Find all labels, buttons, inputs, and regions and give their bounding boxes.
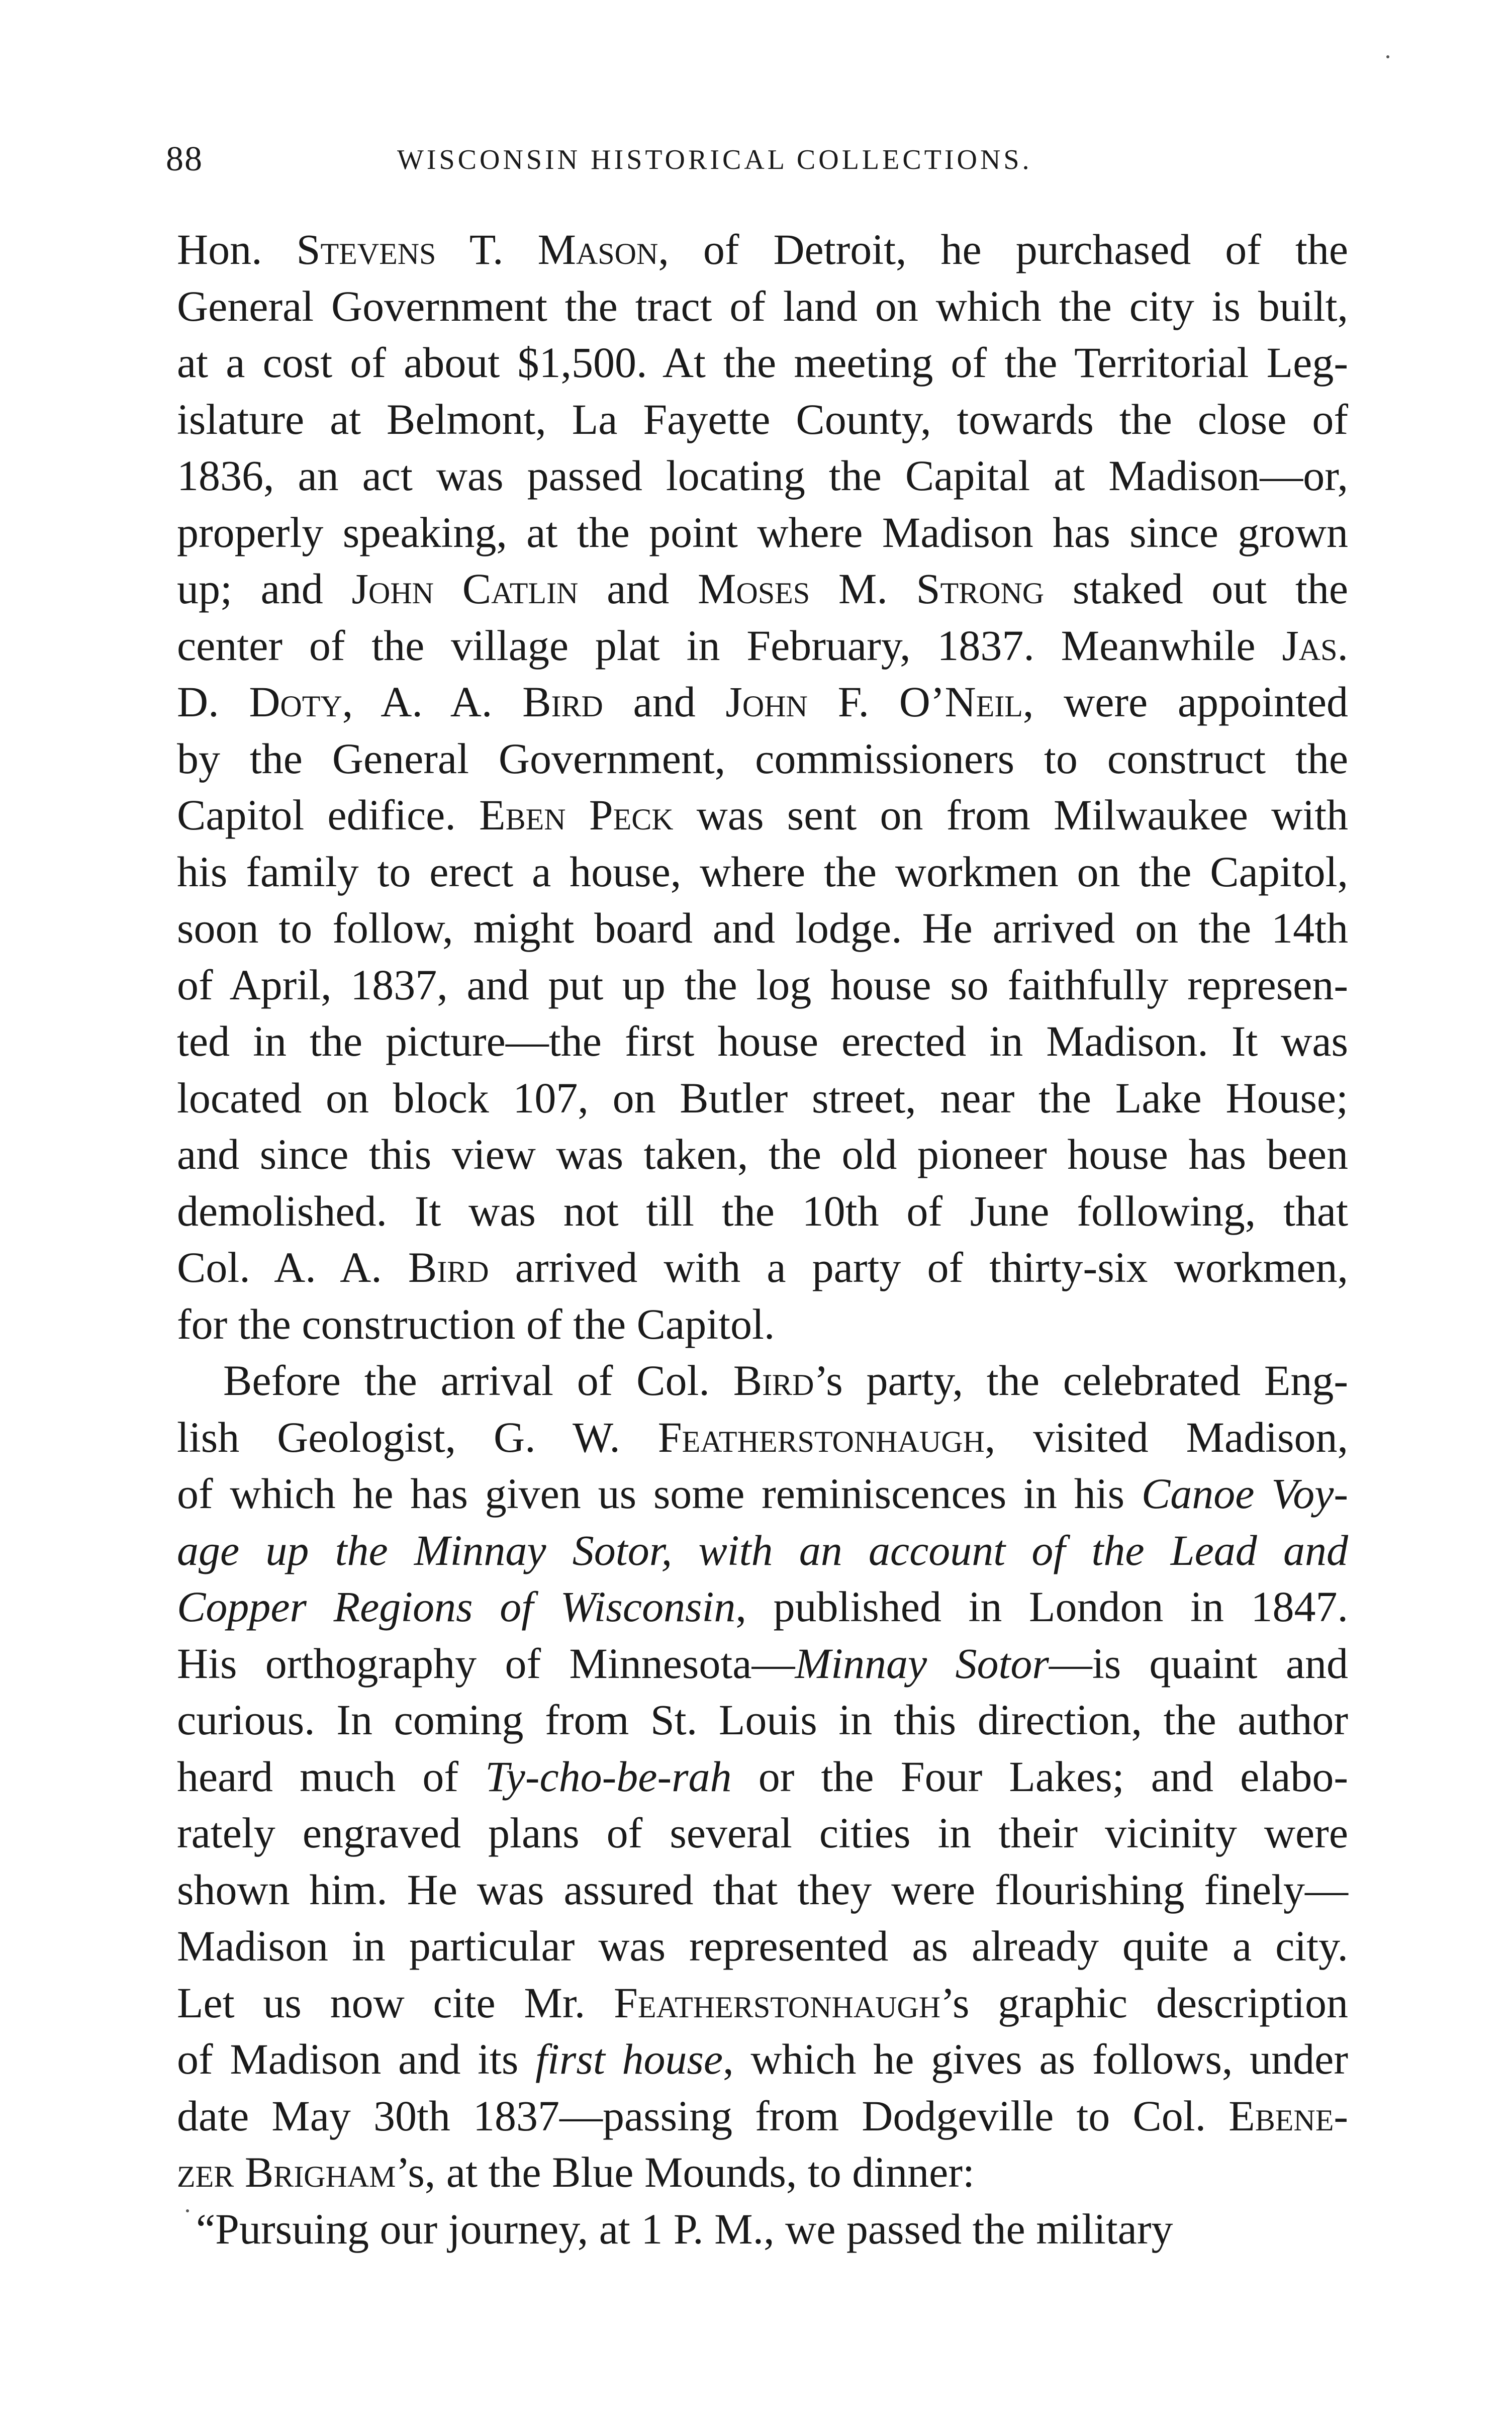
text-run: Capitol edifice.	[177, 791, 480, 839]
text-run: demolished. It was not till the 10th of June following, that	[177, 1186, 1348, 1235]
running-title: WISCONSIN HISTORICAL COLLECTIONS.	[397, 144, 1032, 175]
text-run: Col. A. A.	[177, 1243, 408, 1291]
text-run: shown him. He was assured that they were flourishing finely—	[177, 1865, 1348, 1914]
text-line	[177, 900, 1348, 957]
text-line	[177, 504, 1348, 561]
page-number: 88	[166, 140, 203, 178]
text-line	[177, 1692, 1348, 1748]
text-line	[177, 1635, 1348, 1692]
text-run: of which he has given us some reminiscences in his	[177, 1469, 1142, 1518]
text-run: located on block 107, on Butler street, near the Lake House;	[177, 1073, 1348, 1122]
text-line	[177, 2144, 1348, 2201]
text-run: F. O’	[807, 678, 945, 726]
small-caps-name: John	[725, 678, 808, 726]
italic-title: Canoe Voy-	[1141, 1469, 1348, 1518]
text-run: His orthography of Minnesota—	[177, 1639, 795, 1688]
text-run: or the Four Lakes; and elabo-	[731, 1752, 1349, 1801]
paper-speck	[186, 2209, 189, 2212]
small-caps-name: Neil	[944, 678, 1023, 726]
small-caps-name: Featherstonhaugh	[614, 1978, 941, 2027]
text-run: arrived with a party of thirty-six workmen,	[489, 1243, 1348, 1291]
text-line	[177, 1805, 1348, 1861]
text-run: T.	[436, 225, 538, 273]
text-line	[177, 1239, 1348, 1296]
text-line	[177, 1748, 1348, 1805]
text-run: heard much of	[177, 1752, 486, 1801]
text-line	[177, 334, 1348, 391]
text-run: ’s graphic description	[940, 1978, 1348, 2027]
text-run: , A. A.	[342, 678, 523, 726]
text-run: Madison in particular was represented as already quite a city.	[177, 1922, 1348, 1970]
text-run: of Madison and its	[177, 2035, 536, 2083]
italic-title: Ty-cho-be-rah	[485, 1752, 732, 1801]
small-caps-name: Moses	[698, 565, 810, 613]
small-caps-name: Bird	[408, 1243, 489, 1291]
text-line	[177, 844, 1348, 900]
text-run: Hon.	[177, 225, 297, 273]
text-run: by the General Government, commissioners to construct the	[177, 734, 1348, 783]
text-line	[177, 2088, 1348, 2144]
text-line	[177, 957, 1348, 1013]
text-run: M.	[810, 565, 916, 613]
text-line	[177, 1918, 1348, 1975]
text-line	[177, 1070, 1348, 1127]
text-line	[177, 1409, 1348, 1466]
text-run: rately engraved plans of several cities in their vicinity were	[177, 1809, 1348, 1857]
text-line	[177, 1352, 1348, 1409]
text-run: date May 30th 1837—passing from Dodgeville to Col.	[177, 2091, 1229, 2140]
text-line	[177, 1183, 1348, 1240]
text-run: properly speaking, at the point where Madison has since grown	[177, 508, 1348, 556]
small-caps-name: Bird	[733, 1356, 814, 1405]
text-line	[177, 787, 1348, 844]
text-line	[177, 1296, 1348, 1353]
italic-title: Copper Regions of Wisconsin	[177, 1582, 736, 1631]
italic-title: age up the Minnay Sotor, with an account of the Lead and	[177, 1526, 1348, 1574]
small-caps-name: Bird	[522, 678, 603, 726]
text-run: ted in the picture—the first house erected in Madison. It was	[177, 1017, 1348, 1065]
text-line	[177, 2031, 1348, 2088]
text-line	[177, 674, 1348, 730]
small-caps-name: Ebene-	[1228, 2091, 1348, 2140]
small-caps-name: Doty	[249, 678, 342, 726]
body-text	[177, 221, 1348, 2257]
small-caps-name: Featherstonhaugh	[657, 1413, 985, 1461]
small-caps-name: Stevens	[296, 225, 436, 273]
text-run: —is quaint and	[1049, 1639, 1348, 1688]
text-run: center of the village plat in February, 1837. Meanwhile	[177, 621, 1282, 670]
text-line	[177, 1861, 1348, 1918]
text-run: at a cost of about $1,500. At the meeting of the Territorial Leg-	[177, 338, 1348, 387]
text-run: Let us now cite Mr.	[177, 1978, 614, 2027]
text-line	[177, 1126, 1348, 1183]
text-line	[177, 221, 1348, 278]
text-line	[177, 1975, 1348, 2031]
text-run: Before the arrival of Col.	[223, 1356, 733, 1405]
text-line	[177, 278, 1348, 335]
text-run: , which he gives as follows, under	[723, 2035, 1348, 2083]
text-line	[177, 447, 1348, 504]
text-line	[177, 1522, 1348, 1579]
paper-speck	[1386, 55, 1389, 58]
italic-title: Minnay Sotor	[795, 1639, 1049, 1688]
text-run: ’s party, the celebrated Eng-	[814, 1356, 1348, 1405]
text-run: and	[578, 565, 698, 613]
text-run: for the construction of the Capitol.	[177, 1299, 775, 1348]
text-run: “Pursuing our journey, at 1 P. M., we passed the military	[196, 2204, 1173, 2253]
text-line	[177, 1013, 1348, 1070]
text-run: , visited Madison,	[984, 1413, 1348, 1461]
text-run: up; and	[177, 565, 352, 613]
text-run: .	[1337, 621, 1348, 670]
text-run: islature at Belmont, La Fayette County, towards the close of	[177, 395, 1348, 443]
text-line	[177, 617, 1348, 674]
text-run: , of Detroit, he purchased of the	[658, 225, 1348, 273]
small-caps-name: Jas	[1282, 621, 1338, 670]
text-run: 1836, an act was passed locating the Capital at Madison—or,	[177, 451, 1348, 500]
text-run: and since this view was taken, the old pioneer house has been	[177, 1130, 1348, 1178]
text-line	[177, 391, 1348, 448]
small-caps-name: John Catlin	[351, 565, 579, 613]
text-run: soon to follow, might board and lodge. He arrived on the 14th	[177, 904, 1348, 952]
small-caps-name: Mason	[537, 225, 658, 273]
text-run: , were appointed	[1022, 678, 1349, 726]
text-line	[177, 2201, 1348, 2258]
text-line	[177, 730, 1348, 787]
text-run: and	[603, 678, 726, 726]
text-line	[177, 561, 1348, 617]
small-caps-name: Strong	[916, 565, 1045, 613]
text-run: , published in London in 1847.	[735, 1582, 1348, 1631]
text-run: was sent on from Milwaukee with	[673, 791, 1348, 839]
text-run: ’s, at the Blue Mounds, to dinner:	[396, 2148, 975, 2196]
text-run: curious. In coming from St. Louis in this direction, the author	[177, 1696, 1348, 1744]
text-line	[177, 1578, 1348, 1635]
text-run: of April, 1837, and put up the log house so faithfully represen-	[177, 960, 1348, 1009]
small-caps-name: Eben Peck	[479, 791, 674, 839]
text-line	[177, 1465, 1348, 1522]
text-run: staked out the	[1044, 565, 1348, 613]
text-run: General Government the tract of land on which the city is built,	[177, 282, 1348, 330]
text-run: D.	[177, 678, 249, 726]
small-caps-name: zer Brigham	[177, 2148, 396, 2196]
text-run: lish Geologist, G. W.	[177, 1413, 658, 1461]
text-run: his family to erect a house, where the workmen on the Capitol,	[177, 847, 1348, 896]
italic-title: first house	[535, 2035, 723, 2083]
